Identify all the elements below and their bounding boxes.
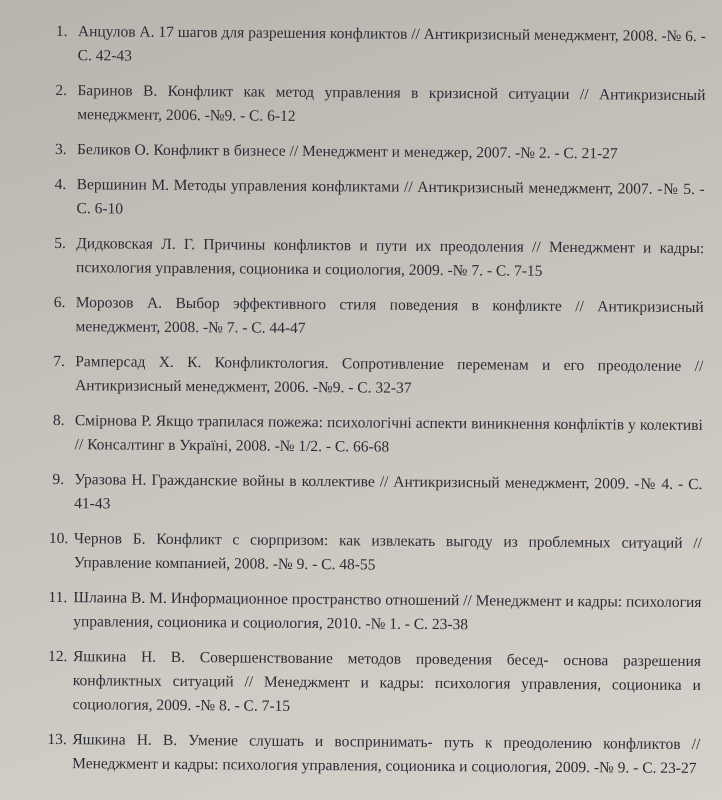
reference-item — [52, 468, 702, 521]
reference-number: 8. — [52, 411, 65, 430]
reference-number: 2. — [55, 81, 68, 100]
reference-item — [54, 232, 704, 285]
reference-number: 3. — [54, 140, 67, 159]
reference-item — [47, 645, 702, 722]
reference-item — [53, 350, 703, 403]
reference-number: 12. — [47, 647, 68, 666]
reference-text: Чернов Б. Конфликт с сюрпризом: как извлекать выгоду из проблемных ситуаций // Управление компанией, 2008. -№ 9. - С. 48-55 — [73, 530, 702, 574]
reference-text: Дидковская Л. Г. Причины конфликтов и пути их преодоления // Менеджмент и кадры: психология управления, соционика и социология, 2009. -№ 7. - С. 7-15 — [75, 235, 705, 280]
reference-number: 6. — [53, 293, 66, 312]
reference-number: 10. — [48, 529, 69, 548]
reference-number: 1. — [55, 22, 68, 41]
reference-item — [56, 20, 706, 73]
reference-text: Вершинин М. Методы управления конфликтами // Антикризисный менеджмент, 2007. -№ 5. - С. 6-10 — [76, 176, 705, 218]
reference-text: Смірнова Р. Якщо трапилася пожежа: психологічні аспекти виникнення конфліктів у колективі // Консалтинг в Україні, 2008. -№ 1/2. - С. 66-68 — [74, 412, 703, 456]
reference-item — [55, 138, 705, 167]
reference-item — [53, 409, 703, 462]
reference-item — [54, 173, 704, 226]
reference-text: Рамперсад Х. К. Конфликтология. Сопротивление переменам и его преодоление // Антикризисный менеджмент, 2006. -№9. - С. 32-37 — [75, 353, 704, 397]
reference-text: Анцулов А. 17 шагов для разрешения конфликтов // Антикризисный менеджмент, 2008. -№ 6. - С. 42-43 — [77, 23, 706, 65]
reference-number: 5. — [54, 234, 66, 253]
reference-text: Морозов А. Выбор эффективного стиля поведения в конфликте // Антикризисный менеджмент, 2008. -№ 7. - С. 44-47 — [75, 294, 704, 337]
reference-text: Уразова Н. Гражданские войны в коллективе // Антикризисный менеджмент, 2009. -№ 4. - С. 41-43 — [74, 471, 703, 513]
reference-list — [47, 20, 706, 792]
reference-number: 7. — [53, 352, 66, 371]
reference-item — [47, 728, 701, 781]
reference-number: 9. — [52, 470, 65, 489]
reference-text: Яшкина Н. В. Совершенствование методов проведения бесед- основа разрешения конфликтных ситуаций // Менеджмент и кадры: психология управления, соционика и социология, 2009. -№ 8. - С. 7-15 — [72, 648, 702, 715]
reference-number: 11. — [48, 588, 68, 607]
reference-text: Шлаина В. М. Информационное пространство отношений // Менеджмент и кадры: психология управления, соционика и социология, 2010. -№ 1. - С. 23-38 — [73, 589, 702, 634]
reference-text: Яшкина Н. В. Умение слушать и воспринимать- путь к преодолению конфликтов // Менеджмент и кадры: психология управления, соционика и социология, 2009. -№ 9. - С. 23-27 — [72, 731, 701, 778]
reference-text: Беликов О. Конфликт в бизнесе // Менеджмент и менеджер, 2007. -№ 2. - С. 21-27 — [76, 141, 618, 163]
reference-number: 4. — [54, 175, 67, 194]
reference-text: Баринов В. Конфликт как метод управления в кризисной ситуации // Антикризисный менеджмент, 2006. -№9. - С. 6-12 — [77, 82, 706, 125]
reference-item — [48, 586, 702, 639]
reference-item — [53, 291, 703, 344]
reference-item — [55, 79, 705, 132]
reference-number: 13. — [47, 730, 67, 749]
reference-item — [48, 527, 702, 580]
